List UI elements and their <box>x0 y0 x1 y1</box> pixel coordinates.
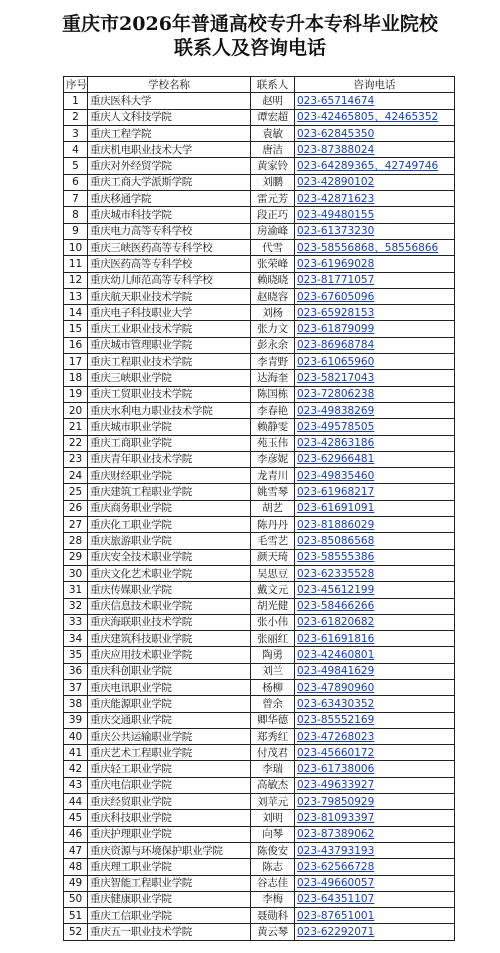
table-row <box>64 191 455 207</box>
table-row <box>64 272 455 288</box>
row-number: 5 <box>64 158 88 174</box>
contact-person: 陶勇 <box>251 647 295 663</box>
row-number: 2 <box>64 109 88 125</box>
table-row <box>64 696 455 712</box>
row-number: 38 <box>64 696 88 712</box>
contact-person: 段正巧 <box>251 207 295 223</box>
contact-person: 苑玉伟 <box>251 435 295 451</box>
row-number: 1 <box>64 93 88 109</box>
table-row <box>64 321 455 337</box>
phone-link[interactable]: 023-65928153 <box>295 305 455 321</box>
table-row <box>64 842 455 858</box>
contact-person: 刘杨 <box>251 305 295 321</box>
row-number: 24 <box>64 468 88 484</box>
table-row <box>64 158 455 174</box>
school-name: 重庆城市管理职业学院 <box>88 337 251 353</box>
row-number: 27 <box>64 517 88 533</box>
table-row <box>64 386 455 402</box>
phone-link[interactable]: 023-45612199 <box>295 582 455 598</box>
row-number: 28 <box>64 533 88 549</box>
row-number: 14 <box>64 305 88 321</box>
school-name: 重庆资源与环境保护职业学院 <box>88 842 251 858</box>
table-row <box>64 794 455 810</box>
table-row <box>64 419 455 435</box>
row-number: 41 <box>64 745 88 761</box>
table-row <box>64 924 455 940</box>
contact-person: 曾余 <box>251 696 295 712</box>
contact-person: 刘兰 <box>251 663 295 679</box>
phone-link[interactable]: 023-61738006 <box>295 761 455 777</box>
school-name: 重庆建筑工程职业学院 <box>88 484 251 500</box>
row-number: 3 <box>64 125 88 141</box>
contact-person: 刘鹏 <box>251 174 295 190</box>
phone-link[interactable]: 023-81093397 <box>295 810 455 826</box>
table-row <box>64 517 455 533</box>
row-number: 9 <box>64 223 88 239</box>
phone-link[interactable]: 023-42465805、42465352 <box>295 109 455 125</box>
phone-link[interactable]: 023-61373230 <box>295 223 455 239</box>
contact-person: 陈丹丹 <box>251 517 295 533</box>
row-number: 18 <box>64 370 88 386</box>
table-row <box>64 305 455 321</box>
school-name: 重庆医科大学 <box>88 93 251 109</box>
contact-person: 吴思豆 <box>251 565 295 581</box>
contact-person: 颜天琦 <box>251 549 295 565</box>
row-number: 26 <box>64 500 88 516</box>
phone-link[interactable]: 023-61969028 <box>295 256 455 272</box>
school-name: 重庆传媒职业学院 <box>88 582 251 598</box>
table-row <box>64 223 455 239</box>
school-name: 重庆文化艺术职业学院 <box>88 565 251 581</box>
school-name: 重庆机电职业技术大学 <box>88 142 251 158</box>
phone-link[interactable]: 023-42890102 <box>295 174 455 190</box>
contact-person: 房渝峰 <box>251 223 295 239</box>
contact-person: 刘苹元 <box>251 794 295 810</box>
table-row <box>64 745 455 761</box>
page-subtitle: 联系人及咨询电话 <box>173 37 326 59</box>
school-name: 重庆商务职业学院 <box>88 500 251 516</box>
phone-link[interactable]: 023-58555386 <box>295 549 455 565</box>
contact-person: 黄云琴 <box>251 924 295 940</box>
row-number: 6 <box>64 174 88 190</box>
table-row <box>64 859 455 875</box>
table-row <box>64 370 455 386</box>
phone-link[interactable]: 023-61879099 <box>295 321 455 337</box>
school-name: 重庆能源职业学院 <box>88 696 251 712</box>
row-number: 25 <box>64 484 88 500</box>
table-row <box>64 565 455 581</box>
phone-link[interactable]: 023-86968784 <box>295 337 455 353</box>
school-name: 重庆城市职业学院 <box>88 419 251 435</box>
contact-person: 袁敏 <box>251 125 295 141</box>
contact-person: 谭宏超 <box>251 109 295 125</box>
row-number: 17 <box>64 354 88 370</box>
row-number: 15 <box>64 321 88 337</box>
school-name: 重庆水利电力职业技术学院 <box>88 402 251 418</box>
phone-link[interactable]: 023-62566728 <box>295 859 455 875</box>
phone-link[interactable]: 023-62966481 <box>295 451 455 467</box>
row-number: 33 <box>64 614 88 630</box>
phone-link[interactable]: 023-49841629 <box>295 663 455 679</box>
school-name: 重庆轻工职业学院 <box>88 761 251 777</box>
table-row <box>64 810 455 826</box>
table-row <box>64 679 455 695</box>
school-name: 重庆对外经贸学院 <box>88 158 251 174</box>
contact-person: 雷元芳 <box>251 191 295 207</box>
phone-link[interactable]: 023-58217043 <box>295 370 455 386</box>
header-school: 学校名称 <box>88 77 251 93</box>
phone-link[interactable]: 023-61691091 <box>295 500 455 516</box>
row-number: 29 <box>64 549 88 565</box>
table-row <box>64 582 455 598</box>
phone-link[interactable]: 023-67605096 <box>295 288 455 304</box>
row-number: 39 <box>64 712 88 728</box>
row-number: 42 <box>64 761 88 777</box>
row-number: 48 <box>64 859 88 875</box>
phone-link[interactable]: 023-61968217 <box>295 484 455 500</box>
school-name: 重庆安全技术职业学院 <box>88 549 251 565</box>
table-row <box>64 142 455 158</box>
contact-person: 陈志 <box>251 859 295 875</box>
table-row <box>64 777 455 793</box>
table-row <box>64 239 455 255</box>
contact-person: 陈国栋 <box>251 386 295 402</box>
row-number: 50 <box>64 891 88 907</box>
row-number: 13 <box>64 288 88 304</box>
contact-person: 胡艺 <box>251 500 295 516</box>
page-title: 重庆市2026年普通高校专升本专科毕业院校 <box>62 13 438 35</box>
school-name: 重庆交通职业学院 <box>88 712 251 728</box>
phone-link[interactable]: 023-45660172 <box>295 745 455 761</box>
contact-person: 赖静雯 <box>251 419 295 435</box>
school-name: 重庆城市科技学院 <box>88 207 251 223</box>
row-number: 12 <box>64 272 88 288</box>
phone-link[interactable]: 023-58466266 <box>295 598 455 614</box>
phone-link[interactable]: 023-42460801 <box>295 647 455 663</box>
contact-person: 胡光健 <box>251 598 295 614</box>
contact-person: 杨柳 <box>251 679 295 695</box>
row-number: 31 <box>64 582 88 598</box>
table-row <box>64 109 455 125</box>
school-name: 重庆医药高等专科学校 <box>88 256 251 272</box>
contact-person: 聂勋科 <box>251 908 295 924</box>
school-name: 重庆应用技术职业学院 <box>88 647 251 663</box>
school-name: 重庆电力高等专科学校 <box>88 223 251 239</box>
contact-person: 张荣峰 <box>251 256 295 272</box>
table-row <box>64 174 455 190</box>
table-row <box>64 533 455 549</box>
table-row <box>64 826 455 842</box>
school-name: 重庆五一职业技术学院 <box>88 924 251 940</box>
table-row <box>64 451 455 467</box>
table-row <box>64 712 455 728</box>
school-name: 重庆经贸职业学院 <box>88 794 251 810</box>
school-name: 重庆健康职业学院 <box>88 891 251 907</box>
table-row <box>64 891 455 907</box>
row-number: 43 <box>64 777 88 793</box>
contact-person: 龙青川 <box>251 468 295 484</box>
school-name: 重庆理工职业学院 <box>88 859 251 875</box>
row-number: 44 <box>64 794 88 810</box>
contact-person: 赖晓晓 <box>251 272 295 288</box>
row-number: 11 <box>64 256 88 272</box>
phone-link[interactable]: 023-61820682 <box>295 614 455 630</box>
contact-person: 李青野 <box>251 354 295 370</box>
contact-person: 郑秀红 <box>251 728 295 744</box>
school-name: 重庆电子科技职业大学 <box>88 305 251 321</box>
phone-link[interactable]: 023-61065960 <box>295 354 455 370</box>
row-number: 23 <box>64 451 88 467</box>
header-phone: 咨询电话 <box>295 77 455 93</box>
contact-person: 谷志佳 <box>251 875 295 891</box>
table-row <box>64 125 455 141</box>
contact-person: 戴文元 <box>251 582 295 598</box>
contact-person: 李春艳 <box>251 402 295 418</box>
contact-table <box>63 76 455 941</box>
contact-person: 付茂君 <box>251 745 295 761</box>
table-row <box>64 549 455 565</box>
row-number: 8 <box>64 207 88 223</box>
phone-link[interactable]: 023-61691816 <box>295 631 455 647</box>
school-name: 重庆科创职业学院 <box>88 663 251 679</box>
table-row <box>64 93 455 109</box>
row-number: 7 <box>64 191 88 207</box>
phone-link[interactable]: 023-64351107 <box>295 891 455 907</box>
row-number: 16 <box>64 337 88 353</box>
phone-link[interactable]: 023-49578505 <box>295 419 455 435</box>
table-row <box>64 875 455 891</box>
school-name: 重庆工商职业学院 <box>88 435 251 451</box>
table-row <box>64 614 455 630</box>
row-number: 19 <box>64 386 88 402</box>
phone-link[interactable]: 023-62292071 <box>295 924 455 940</box>
table-row <box>64 468 455 484</box>
contact-person: 张力文 <box>251 321 295 337</box>
phone-link[interactable]: 023-85552169 <box>295 712 455 728</box>
school-name: 重庆护理职业学院 <box>88 826 251 842</box>
school-name: 重庆三峡医药高等专科学校 <box>88 239 251 255</box>
table-row <box>64 435 455 451</box>
school-name: 重庆工程职业技术学院 <box>88 354 251 370</box>
phone-link[interactable]: 023-43793193 <box>295 842 455 858</box>
contact-person: 达海奎 <box>251 370 295 386</box>
phone-link[interactable]: 023-87651001 <box>295 908 455 924</box>
phone-link[interactable]: 023-47890960 <box>295 679 455 695</box>
school-name: 重庆科技职业学院 <box>88 810 251 826</box>
row-number: 47 <box>64 842 88 858</box>
row-number: 21 <box>64 419 88 435</box>
school-name: 重庆公共运输职业学院 <box>88 728 251 744</box>
table-row <box>64 402 455 418</box>
contact-person: 卿华德 <box>251 712 295 728</box>
row-number: 40 <box>64 728 88 744</box>
table-row <box>64 647 455 663</box>
phone-link[interactable]: 023-62335528 <box>295 565 455 581</box>
phone-link[interactable]: 023-85086568 <box>295 533 455 549</box>
phone-link[interactable]: 023-49838269 <box>295 402 455 418</box>
phone-link[interactable]: 023-49633927 <box>295 777 455 793</box>
contact-person: 黄家铃 <box>251 158 295 174</box>
table-row <box>64 484 455 500</box>
row-number: 34 <box>64 631 88 647</box>
row-number: 36 <box>64 663 88 679</box>
phone-link[interactable]: 023-47268023 <box>295 728 455 744</box>
contact-person: 刘明 <box>251 810 295 826</box>
table-row <box>64 288 455 304</box>
table-row <box>64 663 455 679</box>
school-name: 重庆电信职业学院 <box>88 777 251 793</box>
contact-person: 代雪 <box>251 239 295 255</box>
header-no: 序号 <box>64 77 88 93</box>
school-name: 重庆化工职业学院 <box>88 517 251 533</box>
phone-link[interactable]: 023-49835460 <box>295 468 455 484</box>
contact-person: 张丽红 <box>251 631 295 647</box>
row-number: 30 <box>64 565 88 581</box>
school-name: 重庆航天职业技术学院 <box>88 288 251 304</box>
school-name: 重庆工程学院 <box>88 125 251 141</box>
row-number: 4 <box>64 142 88 158</box>
school-name: 重庆海联职业技术学院 <box>88 614 251 630</box>
row-number: 10 <box>64 239 88 255</box>
table-row <box>64 631 455 647</box>
row-number: 49 <box>64 875 88 891</box>
contact-person: 张小伟 <box>251 614 295 630</box>
school-name: 重庆人文科技学院 <box>88 109 251 125</box>
row-number: 52 <box>64 924 88 940</box>
table-row <box>64 354 455 370</box>
phone-link[interactable]: 023-58556868、58556866 <box>295 239 455 255</box>
contact-person: 赵晓容 <box>251 288 295 304</box>
school-name: 重庆艺术工程职业学院 <box>88 745 251 761</box>
school-name: 重庆青年职业技术学院 <box>88 451 251 467</box>
school-name: 重庆旅游职业学院 <box>88 533 251 549</box>
school-name: 重庆电讯职业学院 <box>88 679 251 695</box>
phone-link[interactable]: 023-87389062 <box>295 826 455 842</box>
contact-person: 彭永余 <box>251 337 295 353</box>
table-row <box>64 500 455 516</box>
contact-person: 毛雪艺 <box>251 533 295 549</box>
school-name: 重庆三峡职业学院 <box>88 370 251 386</box>
row-number: 46 <box>64 826 88 842</box>
contact-person: 姚雪琴 <box>251 484 295 500</box>
table-row <box>64 337 455 353</box>
school-name: 重庆工贸职业技术学院 <box>88 386 251 402</box>
school-name: 重庆幼儿师范高等专科学校 <box>88 272 251 288</box>
phone-link[interactable]: 023-65714674 <box>295 93 455 109</box>
row-number: 32 <box>64 598 88 614</box>
table-row <box>64 256 455 272</box>
row-number: 45 <box>64 810 88 826</box>
row-number: 35 <box>64 647 88 663</box>
table-header-row <box>64 77 455 93</box>
table-row <box>64 728 455 744</box>
school-name: 重庆财经职业学院 <box>88 468 251 484</box>
contact-person: 向琴 <box>251 826 295 842</box>
contact-person: 赵明 <box>251 93 295 109</box>
phone-link[interactable]: 023-81886029 <box>295 517 455 533</box>
school-name: 重庆工信职业学院 <box>88 908 251 924</box>
row-number: 20 <box>64 402 88 418</box>
phone-link[interactable]: 023-79850929 <box>295 794 455 810</box>
phone-link[interactable]: 023-62845350 <box>295 125 455 141</box>
school-name: 重庆建筑科技职业学院 <box>88 631 251 647</box>
contact-person: 陈俊安 <box>251 842 295 858</box>
phone-link[interactable]: 023-63430352 <box>295 696 455 712</box>
phone-link[interactable]: 023-42863186 <box>295 435 455 451</box>
contact-person: 李彦妮 <box>251 451 295 467</box>
table-row <box>64 598 455 614</box>
school-name: 重庆移通学院 <box>88 191 251 207</box>
school-name: 重庆信息技术职业学院 <box>88 598 251 614</box>
table-row <box>64 761 455 777</box>
school-name: 重庆工商大学派斯学院 <box>88 174 251 190</box>
school-name: 重庆工业职业技术学院 <box>88 321 251 337</box>
phone-link[interactable]: 023-72806238 <box>295 386 455 402</box>
phone-link[interactable]: 023-64289365、42749746 <box>295 158 455 174</box>
phone-link[interactable]: 023-42871623 <box>295 191 455 207</box>
school-name: 重庆智能工程职业学院 <box>88 875 251 891</box>
table-row <box>64 207 455 223</box>
table-row <box>64 908 455 924</box>
contact-person: 李梅 <box>251 891 295 907</box>
row-number: 37 <box>64 679 88 695</box>
row-number: 22 <box>64 435 88 451</box>
contact-person: 李瑞 <box>251 761 295 777</box>
phone-link[interactable]: 023-81771057 <box>295 272 455 288</box>
contact-person: 高敏杰 <box>251 777 295 793</box>
contact-person: 唐洁 <box>251 142 295 158</box>
phone-link[interactable]: 023-49480155 <box>295 207 455 223</box>
phone-link[interactable]: 023-87388024 <box>295 142 455 158</box>
header-contact: 联系人 <box>251 77 295 93</box>
phone-link[interactable]: 023-49660057 <box>295 875 455 891</box>
table-body <box>64 93 455 940</box>
row-number: 51 <box>64 908 88 924</box>
